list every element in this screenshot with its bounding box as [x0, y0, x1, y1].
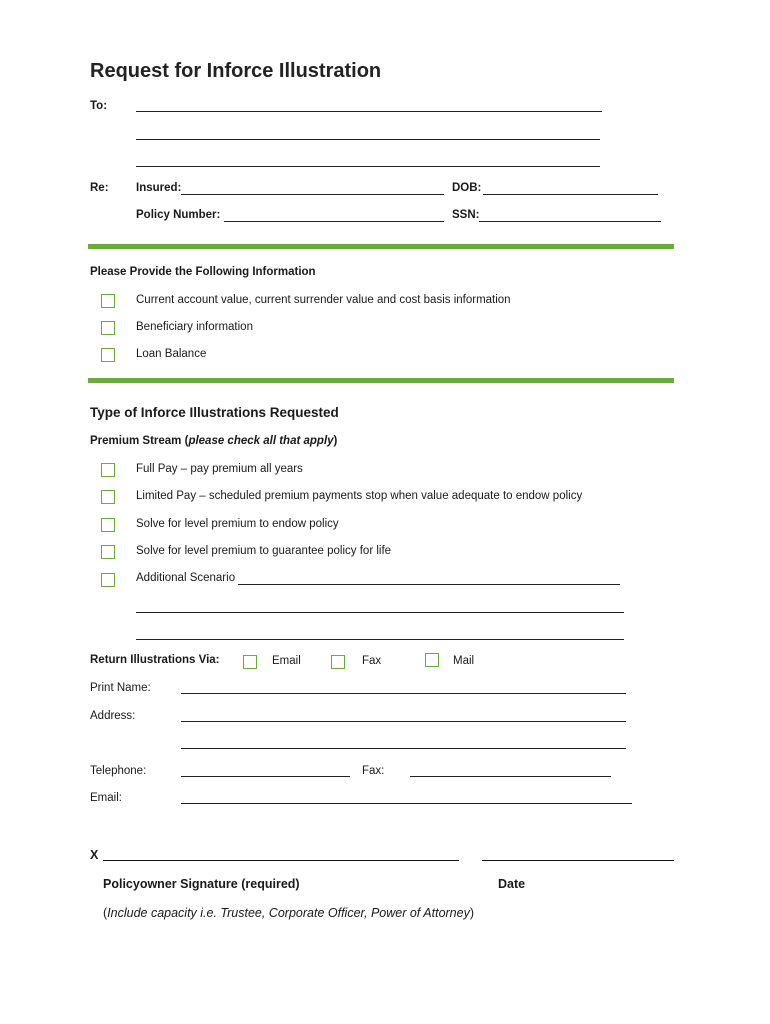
signature-line[interactable]	[103, 860, 459, 861]
option-additional-scenario: Additional Scenario	[136, 572, 236, 584]
telephone-field[interactable]	[181, 776, 350, 777]
signature-x-mark: X	[90, 848, 99, 862]
option-loan-balance: Loan Balance	[136, 348, 207, 360]
address-field-2[interactable]	[181, 748, 626, 749]
print-name-label: Print Name:	[90, 682, 151, 694]
premium-stream-label: Premium Stream (please check all that apply)	[90, 435, 338, 447]
page-title: Request for Inforce Illustration	[90, 60, 382, 82]
dob-field[interactable]	[483, 194, 658, 195]
checkbox-account-value[interactable]	[101, 294, 115, 308]
checkbox-level-premium-endow[interactable]	[101, 518, 115, 532]
option-full-pay: Full Pay – pay premium all years	[136, 463, 303, 475]
return-option-mail: Mail	[453, 655, 475, 667]
re-label: Re:	[90, 182, 109, 194]
checkbox-full-pay[interactable]	[101, 463, 115, 477]
ssn-field[interactable]	[479, 221, 661, 222]
policy-number-label: Policy Number:	[136, 209, 221, 221]
signature-note-text: Include capacity i.e. Trustee, Corporate Officer, Power of Attorney	[107, 906, 470, 920]
return-via-label: Return Illustrations Via:	[90, 654, 220, 666]
to-line-2[interactable]	[136, 139, 600, 140]
address-field-1[interactable]	[181, 721, 626, 722]
date-label: Date	[498, 877, 526, 891]
insured-label: Insured:	[136, 182, 182, 194]
return-option-email: Email	[272, 655, 301, 667]
green-divider-2	[88, 378, 674, 383]
option-limited-pay: Limited Pay – scheduled premium payments stop when value adequate to endow policy	[136, 490, 583, 502]
additional-scenario-line-1[interactable]	[238, 584, 620, 585]
checkbox-beneficiary[interactable]	[101, 321, 115, 335]
checkbox-loan-balance[interactable]	[101, 348, 115, 362]
checkbox-fax[interactable]	[331, 655, 345, 669]
signature-note: (Include capacity i.e. Trustee, Corporate Officer, Power of Attorney)	[103, 906, 475, 920]
fax-label: Fax:	[362, 765, 385, 777]
checkbox-additional-scenario[interactable]	[101, 573, 115, 587]
option-beneficiary: Beneficiary information	[136, 321, 253, 333]
premium-stream-note: please check all that apply	[188, 435, 334, 447]
fax-field[interactable]	[410, 776, 611, 777]
dob-label: DOB:	[452, 182, 482, 194]
address-label: Address:	[90, 710, 136, 722]
to-line-3[interactable]	[136, 166, 600, 167]
email-field[interactable]	[181, 803, 632, 804]
green-divider-1	[88, 244, 674, 249]
ssn-label: SSN:	[452, 209, 480, 221]
additional-scenario-line-2[interactable]	[136, 612, 624, 613]
date-line[interactable]	[482, 860, 674, 861]
print-name-field[interactable]	[181, 693, 626, 694]
additional-scenario-line-3[interactable]	[136, 639, 624, 640]
signature-label: Policyowner Signature (required)	[103, 877, 300, 891]
to-line-1[interactable]	[136, 111, 602, 112]
checkbox-level-premium-guarantee[interactable]	[101, 545, 115, 559]
option-account-value: Current account value, current surrender value and cost basis information	[136, 294, 511, 306]
return-option-fax: Fax	[362, 655, 382, 667]
checkbox-limited-pay[interactable]	[101, 490, 115, 504]
illustrations-heading: Type of Inforce Illustrations Requested	[90, 405, 339, 420]
to-label: To:	[90, 100, 108, 112]
telephone-label: Telephone:	[90, 765, 147, 777]
checkbox-mail[interactable]	[425, 653, 439, 667]
checkbox-email[interactable]	[243, 655, 257, 669]
email-label: Email:	[90, 792, 122, 804]
info-heading: Please Provide the Following Information	[90, 266, 316, 278]
insured-field[interactable]	[181, 194, 444, 195]
option-level-premium-endow: Solve for level premium to endow policy	[136, 518, 339, 530]
policy-number-field[interactable]	[224, 221, 444, 222]
option-level-premium-guarantee: Solve for level premium to guarantee policy for life	[136, 545, 392, 557]
